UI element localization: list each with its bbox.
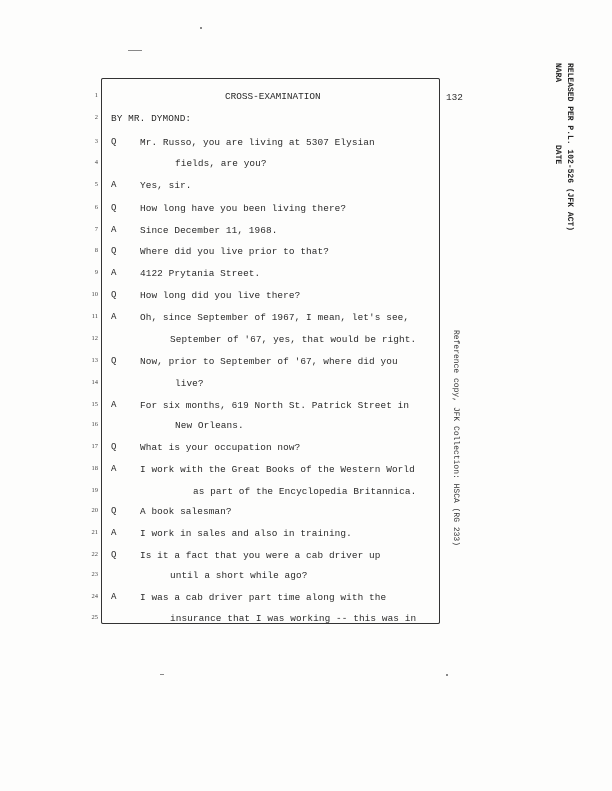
speaker-label: A [111, 268, 117, 278]
line-number: 4 [94, 159, 98, 166]
scan-mark-bottom-right [446, 674, 448, 676]
speaker-label: Q [111, 137, 117, 147]
speaker-label: A [111, 400, 117, 410]
speaker-label: Q [111, 442, 117, 452]
page-number: 132 [446, 92, 463, 103]
speaker-label: A [111, 225, 117, 235]
transcript-line-text: I work in sales and also in training. [140, 528, 352, 539]
stamp-line-release: RELEASED PER P.L. 102-526 (JFK ACT) [565, 63, 574, 232]
line-number: 21 [91, 529, 98, 536]
line-number: 9 [94, 269, 98, 276]
speaker-label: Q [111, 550, 117, 560]
line-number: 7 [94, 226, 98, 233]
scan-mark-bottom [160, 674, 164, 675]
transcript-line-text: insurance that I was working -- this was in [170, 613, 417, 624]
line-number: 17 [91, 443, 98, 450]
line-number: 15 [91, 401, 98, 408]
transcript-line-text: Where did you live prior to that? [140, 246, 329, 257]
line-number: 14 [91, 379, 98, 386]
line-number: 23 [91, 571, 98, 578]
scan-mark-top-dot [200, 27, 202, 29]
line-number: 3 [94, 138, 98, 145]
speaker-label: A [111, 592, 117, 602]
scan-mark-top [128, 50, 142, 51]
speaker-label: Q [111, 203, 117, 213]
transcript-line-text: Yes, sir. [140, 180, 192, 191]
transcript-line-text: How long did you live there? [140, 290, 301, 301]
line-number: 18 [91, 465, 98, 472]
transcript-line-text: For six months, 619 North St. Patrick Street in [140, 400, 410, 411]
stamp-line-date: DATE [553, 145, 562, 165]
stamp-line-nara: NARA [553, 63, 562, 83]
transcript-line-text: fields, are you? [175, 158, 267, 169]
line-number: 11 [91, 313, 98, 320]
transcript-line-text: BY MR. DYMOND: [111, 113, 192, 124]
transcript-line-text: I work with the Great Books of the Western World [140, 464, 415, 475]
transcript-line-text: Is it a fact that you were a cab driver up [140, 550, 381, 561]
transcript-line-text: I was a cab driver part time along with the [140, 592, 387, 603]
transcript-line-text: Since December 11, 1968. [140, 225, 278, 236]
speaker-label: Q [111, 356, 117, 366]
speaker-label: Q [111, 506, 117, 516]
line-number: 24 [91, 593, 98, 600]
transcript-line-text: live? [175, 378, 204, 389]
line-number: 22 [91, 551, 98, 558]
transcript-line-text: Oh, since September of 1967, I mean, let's see, [140, 312, 410, 323]
speaker-label: A [111, 312, 117, 322]
transcript-line-text: Mr. Russo, you are living at 5307 Elysian [140, 137, 375, 148]
transcript-line-text: Now, prior to September of '67, where did you [140, 356, 398, 367]
speaker-label: Q [111, 246, 117, 256]
line-number: 10 [91, 291, 98, 298]
line-number: 5 [94, 181, 98, 188]
line-number: 25 [91, 614, 98, 621]
speaker-label: A [111, 528, 117, 538]
line-number: 12 [91, 335, 98, 342]
transcript-line-text: 4122 Prytania Street. [140, 268, 261, 279]
line-number: 1 [94, 92, 98, 99]
transcript-line-text: New Orleans. [175, 420, 244, 431]
transcript-line-text: September of '67, yes, that would be right. [170, 334, 417, 345]
release-stamp [536, 63, 574, 232]
section-heading: CROSS-EXAMINATION [225, 91, 321, 102]
line-number: 8 [94, 247, 98, 254]
transcript-line-text: A book salesman? [140, 506, 232, 517]
line-number: 20 [91, 507, 98, 514]
line-number: 19 [91, 487, 98, 494]
reference-note: Reference copy, JFK Collection: HSCA (RG 233) [451, 330, 460, 547]
line-number: 16 [91, 421, 98, 428]
speaker-label: A [111, 180, 117, 190]
transcript-border [101, 78, 440, 624]
transcript-line-text: How long have you been living there? [140, 203, 347, 214]
line-number: 6 [94, 204, 98, 211]
line-number: 13 [91, 357, 98, 364]
line-number: 2 [94, 114, 98, 121]
speaker-label: A [111, 464, 117, 474]
speaker-label: Q [111, 290, 117, 300]
transcript-line-text: as part of the Encyclopedia Britannica. [193, 486, 417, 497]
transcript-line-text: until a short while ago? [170, 570, 308, 581]
transcript-line-text: What is your occupation now? [140, 442, 301, 453]
